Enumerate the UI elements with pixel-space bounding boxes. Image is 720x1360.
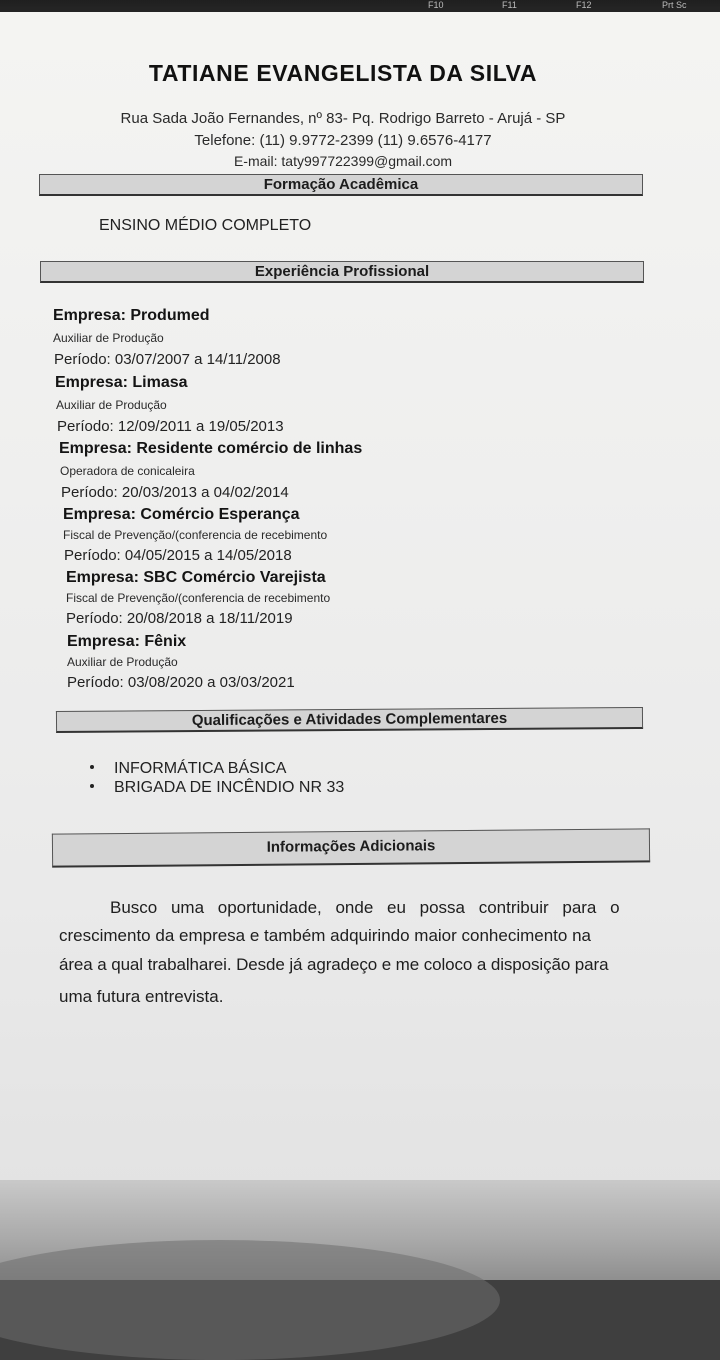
job-role: Auxiliar de Produção xyxy=(67,655,178,669)
section-informacoes-header: Informações Adicionais xyxy=(52,828,650,867)
key-f12: F12 xyxy=(576,0,592,10)
key-f10: F10 xyxy=(428,0,444,10)
job-company: Empresa: Produmed xyxy=(53,307,210,324)
job-period: Período: 03/08/2020 a 03/03/2021 xyxy=(67,674,295,691)
paragraph-line: área a qual trabalharei. Desde já agradeço e me coloco a disposição para xyxy=(59,955,609,974)
qualification-text: BRIGADA DE INCÊNDIO NR 33 xyxy=(114,779,345,796)
job-company: Empresa: Residente comércio de linhas xyxy=(59,440,363,457)
job-period: Período: 04/05/2015 a 14/05/2018 xyxy=(64,547,292,564)
job-role: Auxiliar de Produção xyxy=(56,398,167,412)
job-period: Período: 03/07/2007 a 14/11/2008 xyxy=(54,351,281,368)
email-line: E-mail: taty997722399@gmail.com xyxy=(233,153,453,169)
job-company: Empresa: SBC Comércio Varejista xyxy=(66,569,326,586)
qualification-item xyxy=(90,779,344,797)
section-formacao-header: Formação Acadêmica xyxy=(39,174,643,196)
job-period: Período: 20/08/2018 a 18/11/2019 xyxy=(66,610,293,627)
bullet-icon xyxy=(90,784,94,788)
phone-line: Telefone: (11) 9.9772-2399 (11) 9.6576-4177 xyxy=(194,132,492,149)
address-line: Rua Sada João Fernandes, nº 83- Pq. Rodrigo Barreto - Arujá - SP xyxy=(120,110,566,127)
job-period: Período: 20/03/2013 a 04/02/2014 xyxy=(61,484,289,501)
job-company: Empresa: Fênix xyxy=(67,633,187,650)
job-period: Período: 12/09/2011 a 19/05/2013 xyxy=(57,418,284,435)
paragraph-line: Busco uma oportunidade, onde eu possa contribuir para o xyxy=(110,898,620,917)
paragraph-line: uma futura entrevista. xyxy=(59,987,224,1006)
job-role: Fiscal de Prevenção/(conferencia de recebimento xyxy=(66,591,331,605)
job-role: Fiscal de Prevenção/(conferencia de recebimento xyxy=(63,528,328,542)
job-role: Auxiliar de Produção xyxy=(53,331,164,345)
paragraph-line: crescimento da empresa e também adquirindo maior conhecimento na xyxy=(59,926,591,945)
job-role: Operadora de conicaleira xyxy=(60,464,195,478)
section-experiencia-header: Experiência Profissional xyxy=(40,261,644,283)
qualification-item xyxy=(90,760,286,778)
job-company: Empresa: Limasa xyxy=(55,374,188,391)
key-f11: F11 xyxy=(502,0,517,10)
education-item: ENSINO MÉDIO COMPLETO xyxy=(99,217,312,234)
bullet-icon xyxy=(90,765,94,769)
key-prtsc: Prt Sc xyxy=(662,0,687,10)
job-company: Empresa: Comércio Esperança xyxy=(63,506,300,523)
candidate-name: TATIANE EVANGELISTA DA SILVA xyxy=(148,60,538,86)
qualification-text: INFORMÁTICA BÁSICA xyxy=(114,760,287,777)
section-qualificacoes-header: Qualificações e Atividades Complementares xyxy=(56,707,643,733)
